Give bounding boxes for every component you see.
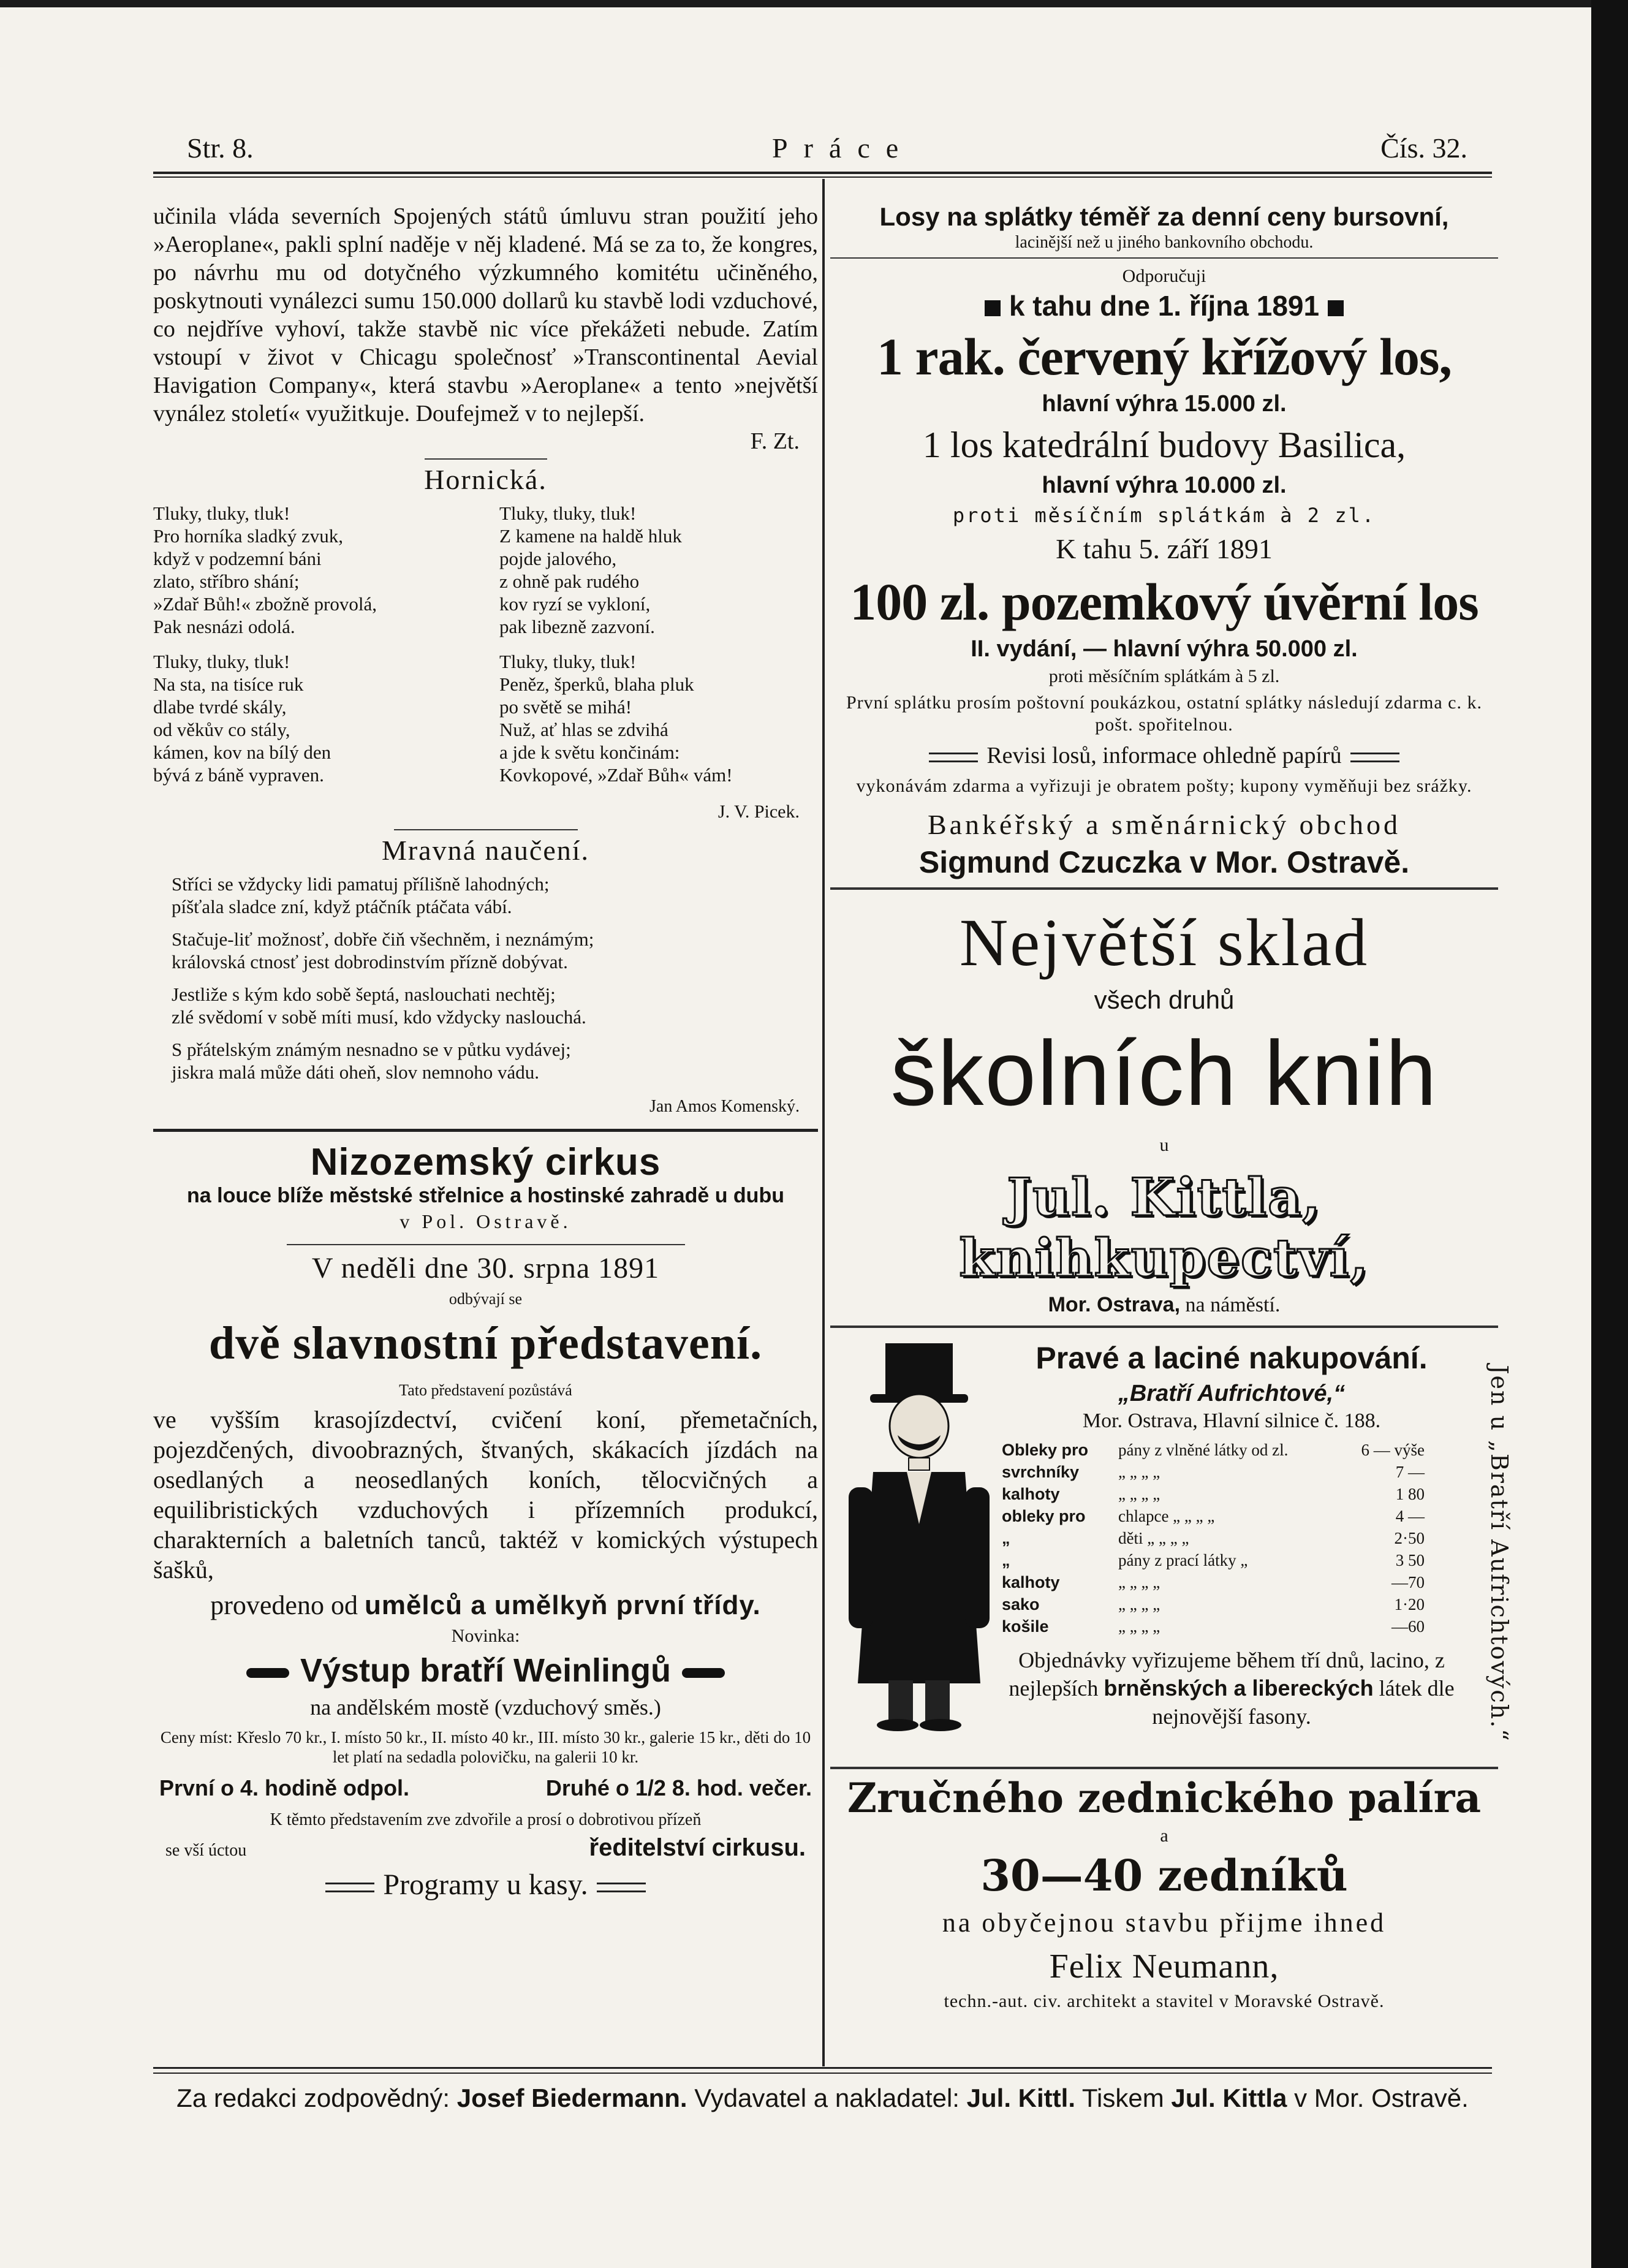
- poem-line: z ohně pak rudého: [499, 571, 640, 592]
- poem-stanza: [153, 502, 472, 638]
- clothing-ad-firm: „Bratří Aufrichtové,“: [1118, 1381, 1346, 1406]
- mason-text: na obyčejnou stavbu přijme ihned: [942, 1908, 1387, 1938]
- clothing-ad-orders: [996, 1646, 1467, 1731]
- printer-name: Jul. Kittla: [1171, 2084, 1287, 2112]
- poem-line: po světě se mihá!: [499, 696, 632, 718]
- issue-number: Čís. 32.: [1380, 132, 1467, 164]
- lottery-title: Losy na splátky téměř za denní ceny bursovní,: [879, 202, 1449, 231]
- price-desc: děti „ „ „ „: [1118, 1529, 1189, 1547]
- maxim-line: Stačuje-liť možnosť, dobře čiň všechněm, i neznámým;: [172, 928, 594, 950]
- poem: [153, 502, 818, 798]
- banker-label: Bankéřský a směnárnický obchod: [927, 809, 1401, 840]
- installments-text: proti měsíčním splátkám à 2 zl.: [952, 504, 1376, 527]
- square-bullet-icon: [1328, 300, 1344, 316]
- price-desc: pány z prací látky „: [1118, 1551, 1248, 1569]
- mason-count: 30—40 zedníků: [980, 1850, 1348, 1901]
- draw-october: [830, 289, 1498, 322]
- price-item: „: [1002, 1551, 1010, 1569]
- poem-line: Nuž, ať hlas se zdvihá: [499, 719, 668, 740]
- gentleman-illustration: [836, 1340, 1002, 1732]
- revise-line: [830, 742, 1498, 769]
- column-divider: [822, 179, 825, 2066]
- ornament-dash: [929, 753, 978, 762]
- clothing-ad-text: [996, 1340, 1467, 1753]
- poem-title: Hornická.: [424, 464, 547, 495]
- store-location: [830, 1293, 1498, 1317]
- mason-employer: Felix Neumann,: [1049, 1948, 1279, 1985]
- price-value: 6 — výše: [1361, 1441, 1425, 1459]
- circus-place: v Pol. Ostravě.: [399, 1210, 572, 1232]
- section-rule: [830, 1326, 1498, 1328]
- section-rule: [830, 887, 1498, 890]
- poem-column-1: [153, 502, 472, 798]
- page-number: Str. 8.: [187, 132, 254, 164]
- programs-note: [153, 1868, 818, 1902]
- regards: se vší úctou: [165, 1841, 247, 1860]
- scan-right-edge: [1591, 0, 1628, 2268]
- price-row: [1002, 1483, 1431, 1505]
- mason-employer-role: techn.-aut. civ. architekt a stavitel v Moravské Ostravě.: [944, 1991, 1385, 2011]
- poem-line: Peněz, šperků, blaha pluk: [499, 673, 694, 695]
- editor-name: Josef Biedermann.: [456, 2084, 687, 2112]
- lot-red-cross-win: hlavní výhra 15.000 zl.: [1042, 391, 1287, 417]
- price-desc: „ „ „ „: [1118, 1485, 1160, 1503]
- price-value: 7 —: [1395, 1463, 1425, 1481]
- banker-name: Sigmund Czuczka v Mor. Ostravě.: [918, 845, 1410, 879]
- poem-signature: J. V. Picek.: [717, 802, 800, 822]
- page-header: [187, 132, 1467, 169]
- article-signature: F. Zt.: [750, 428, 800, 454]
- square-bullet-icon: [985, 300, 1001, 316]
- price-value: 1 80: [1395, 1485, 1425, 1503]
- vertical-slogan: [1482, 1345, 1518, 1768]
- imprint: [153, 2084, 1492, 2113]
- price-value: 1·20: [1394, 1595, 1425, 1614]
- price-item: sako: [1002, 1595, 1040, 1614]
- poem-line: Na sta, na tisíce ruk: [153, 673, 304, 695]
- poem-line: Kovkopové, »Zdař Bůh« vám!: [499, 764, 733, 786]
- ornament-dash: [597, 1883, 646, 1892]
- ornament-dash: [325, 1883, 374, 1892]
- lot-basilica: 1 los katedrální budovy Basilica,: [922, 425, 1406, 465]
- poem-line: dlabe tvrdé skály,: [153, 696, 287, 718]
- price-item: svrchníky: [1002, 1463, 1080, 1481]
- price-row: [1002, 1615, 1431, 1637]
- poem-line: bývá z báně vypraven.: [153, 764, 324, 786]
- poem-stanza: [499, 650, 818, 786]
- store-title: Největší sklad: [959, 905, 1369, 980]
- ornament-dash: [1350, 753, 1399, 762]
- circus-date: V neděli dne 30. srpna 1891: [311, 1252, 660, 1284]
- price-row: [1002, 1527, 1431, 1549]
- masthead-title: Práce: [772, 132, 915, 164]
- maxim: [153, 873, 818, 918]
- circus-held: odbývají se: [449, 1290, 523, 1308]
- mason-and: a: [1160, 1826, 1168, 1846]
- maxim: [153, 1038, 818, 1083]
- programs-text: Programy u kasy.: [383, 1868, 588, 1901]
- store-books: školních knih: [890, 1022, 1438, 1125]
- poem-line: Pro horníka sladký zvuk,: [153, 525, 343, 547]
- maxim: [153, 928, 818, 973]
- pointing-hand-icon: [246, 1668, 289, 1678]
- show-times: [159, 1775, 812, 1801]
- price-list: [1002, 1439, 1431, 1637]
- poem-line: když v podzemní báni: [153, 548, 322, 569]
- payment-note: První splátku prosím poštovní poukázkou, ostatní splátky následují zdarma c. k. pošt. spořitelnou.: [846, 692, 1483, 735]
- price-desc: pány z vlněné látky od zl.: [1118, 1441, 1289, 1459]
- printer-place: v Mor. Ostravě.: [1294, 2084, 1469, 2112]
- price-item: obleky pro: [1002, 1507, 1086, 1525]
- separator: [425, 458, 547, 460]
- novelty-act: [153, 1652, 818, 1690]
- directorate: ředitelství cirkusu.: [589, 1834, 806, 1861]
- maxim-line: Stříci se vždycky lidi pamatuj přílišně lahodných;: [172, 873, 550, 895]
- draw-october-text: k tahu dne 1. října 1891: [1009, 290, 1320, 322]
- lot-land-credit: 100 zl. pozemkový úvěrní los: [850, 572, 1478, 631]
- price-value: 2·50: [1394, 1529, 1425, 1547]
- price-desc: „ „ „ „: [1118, 1595, 1160, 1614]
- lot-basilica-win: hlavní výhra 10.000 zl.: [1042, 472, 1287, 498]
- price-desc: „ „ „ „: [1118, 1573, 1160, 1591]
- clothing-ad-address: Mor. Ostrava, Hlavní silnice č. 188.: [1082, 1409, 1381, 1432]
- mason-title: Zručného zednického palíra: [847, 1774, 1482, 1822]
- lot-red-cross: 1 rak. červený křížový los,: [877, 327, 1452, 386]
- revise-details: vykonávám zdarma a vyřizuji je obratem pošty; kupony vyměňuji bez srážky.: [856, 776, 1472, 796]
- price-desc: „ „ „ „: [1118, 1617, 1160, 1636]
- vertical-slogan-text: Jen u „Bratří Aufrichtových.“: [1486, 1365, 1513, 1742]
- footer-rule-thin: [153, 2073, 1492, 2074]
- price-row: [1002, 1571, 1431, 1593]
- poem-line: zlato, stříbro shání;: [153, 571, 300, 592]
- maxim-line: jiskra malá může dáti oheň, slov nemnoho vádu.: [172, 1061, 540, 1083]
- section-rule: [153, 1129, 818, 1132]
- poem-line: pak libezně zazvoní.: [499, 616, 655, 637]
- poem-line: Tluky, tluky, tluk!: [499, 651, 637, 672]
- poem-line: Z kamene na haldě hluk: [499, 525, 682, 547]
- clothing-ad: [830, 1340, 1498, 1763]
- maxim-line: píšťala sladce zní, když ptáčník ptáčata vábí.: [172, 896, 512, 917]
- footer-rule: [153, 2067, 1492, 2069]
- first-show-time: První o 4. hodině odpol.: [159, 1775, 410, 1800]
- price-item: Obleky pro: [1002, 1441, 1089, 1459]
- poem-line: Tluky, tluky, tluk!: [153, 651, 290, 672]
- poem-line: pojde jalového,: [499, 548, 617, 569]
- printer-label: Tiskem: [1081, 2084, 1164, 2112]
- price-row: [1002, 1549, 1431, 1571]
- ticket-prices: Ceny míst: Křeslo 70 kr., I. místo 50 kr., II. místo 40 kr., III. místo 30 kr., galerie 15 kr., děti do 10 let platí na sedadla polovičku, na galerii 10 kr.: [160, 1728, 811, 1766]
- poem-line: kov ryzí se vykloní,: [499, 593, 651, 615]
- novinka-label: Novinka:: [451, 1626, 520, 1646]
- circus-program: ve vyšším krasojízdectví, cvičení koní, přemetačních, pojezdčených, divoobrazných, štvaných, skákacích jízdách na osedlaných a neosedlaných koních, tělocvičných a equilibristických vzduchových i přízemních produkcí, charakterních a baletních tanců, taktéž v komických výstupech šašků,: [153, 1406, 818, 1583]
- lottery-subtitle: lacinější než u jiného bankovního obchodu.: [1015, 233, 1314, 252]
- revise-text: Revisi losů, informace ohledně papírů: [986, 743, 1342, 768]
- novelty-act-title: Výstup bratří Weinlingů: [300, 1652, 672, 1689]
- separator: [287, 1244, 685, 1245]
- price-value: —60: [1391, 1617, 1425, 1636]
- poem-line: kámen, kov na bílý den: [153, 741, 331, 763]
- separator: [394, 829, 578, 830]
- lot-land-credit-win: II. vydání, — hlavní výhra 50.000 zl.: [971, 636, 1358, 662]
- price-item: kalhoty: [1002, 1573, 1060, 1591]
- circus-performers: [153, 1590, 818, 1621]
- section-rule: [830, 1767, 1498, 1769]
- circus-headline: dvě slavnostní představení.: [208, 1318, 763, 1369]
- circus-title: Nizozemský cirkus: [310, 1141, 661, 1183]
- orders-end: látek dle nejnovější fasony.: [1152, 1676, 1455, 1729]
- novelty-description: na andělském mostě (vzduchový směs.): [310, 1695, 661, 1720]
- store-owner: Jul. Kittla, knihkupectví,: [959, 1167, 1369, 1288]
- pointing-hand-icon: [682, 1668, 725, 1678]
- recommend-label: Odporučuji: [1122, 266, 1206, 286]
- store-subtitle: všech druhů: [1094, 985, 1235, 1014]
- poem-line: Pak nesnázi odolá.: [153, 616, 295, 637]
- price-item: „: [1002, 1529, 1010, 1547]
- poem-line: od věkův co stály,: [153, 719, 290, 740]
- maxim-line: zlé svědomí v sobě míti musí, kdo vždycky naslouchá.: [172, 1006, 586, 1028]
- orders-text: Objednávky vyřizujeme během tří dnů, lacino, z nejlepších: [1009, 1648, 1445, 1701]
- poem-stanza: [153, 650, 472, 786]
- lot-land-credit-installments: proti měsíčním splátkám à 5 zl.: [1048, 666, 1280, 686]
- store-u: u: [1159, 1135, 1169, 1155]
- price-item: kalhoty: [1002, 1485, 1060, 1503]
- maxims-title: Mravná naučení.: [381, 835, 590, 866]
- header-rule: [153, 172, 1492, 174]
- circus-subtitle: na louce blíže městské střelnice a hostinské zahradě u dubu: [187, 1184, 784, 1207]
- maxim-line: královská ctnosť jest dobrodinstvím přízně dobývat.: [172, 951, 568, 973]
- poem-line: Tluky, tluky, tluk!: [499, 503, 637, 524]
- performers-bold: umělců a umělkyň první třídy.: [364, 1590, 761, 1620]
- scan-top-edge: [0, 0, 1628, 7]
- poem-column-2: [499, 502, 818, 798]
- store-city: Mor. Ostrava,: [1048, 1293, 1181, 1316]
- maxim-line: Jestliže s kým kdo sobě šeptá, naslouchati nechtěj;: [172, 984, 556, 1005]
- price-row: [1002, 1439, 1431, 1461]
- editor-label: Za redakci zodpovědný:: [176, 2084, 450, 2112]
- store-square: na náměstí.: [1185, 1294, 1281, 1316]
- performers-prefix: provedeno od: [210, 1590, 358, 1620]
- draw-september: K tahu 5. září 1891: [1056, 533, 1273, 564]
- article-continuation: učinila vláda severních Spojených států úmluvu stran použití jeho »Aeroplane«, pakli splní naděje v něj kladené. Má se za to, že kongres, po návrhu mu od dotyčného výzkumného komitétu učiněného, poskytnouti vynálezci sumu 150.000 dollarů ku stavbě lodi vzduchové, co nejdříve vyhoví, takže stavbě nic více překážeti nebude. Zatím vstoupí v život v Chicagu společnosť »Transcontinental Aevial Havigation Company«, která stavbu »Aeroplane« a tento »největší vynález století« využitkuje. Doufejmež v to nejlepší.: [153, 203, 818, 427]
- maxim: [153, 983, 818, 1028]
- circus-invitation: K těmto představením zve zdvořile a prosí o dobrotivou přízeň: [270, 1810, 702, 1829]
- circus-ad: [153, 1140, 818, 1902]
- maxims-signature: Jan Amos Komenský.: [649, 1097, 800, 1116]
- clothing-ad-title: Pravé a laciné nakupování.: [1035, 1341, 1428, 1375]
- circus-intro: Tato představení pozůstává: [399, 1381, 572, 1399]
- price-desc: „ „ „ „: [1118, 1463, 1160, 1481]
- price-value: 3 50: [1395, 1551, 1425, 1569]
- maxim-line: S přátelským známým nesnadno se v půtku vydávej;: [172, 1039, 571, 1060]
- header-rule-thin: [153, 176, 1492, 178]
- publisher-label: Vydavatel a nakladatel:: [694, 2084, 960, 2112]
- price-value: 4 —: [1395, 1507, 1425, 1525]
- price-value: —70: [1391, 1573, 1425, 1591]
- price-row: [1002, 1505, 1431, 1527]
- publisher-name: Jul. Kittl.: [966, 2084, 1075, 2112]
- poem-line: a jde k světu končinám:: [499, 741, 680, 763]
- circus-signoff: [165, 1834, 806, 1862]
- separator: [830, 257, 1498, 259]
- poem-line: Tluky, tluky, tluk!: [153, 503, 290, 524]
- second-show-time: Druhé o 1/2 8. hod. večer.: [545, 1775, 812, 1800]
- price-desc: chlapce „ „ „ „: [1118, 1507, 1215, 1525]
- price-row: [1002, 1593, 1431, 1615]
- poem-stanza: [499, 502, 818, 638]
- left-column: [153, 202, 818, 1908]
- orders-bold: brněnských a libereckých: [1104, 1675, 1374, 1701]
- price-row: [1002, 1461, 1431, 1483]
- price-item: košile: [1002, 1617, 1049, 1636]
- right-column: [830, 202, 1498, 2014]
- poem-line: »Zdař Bůh!« zbožně provolá,: [153, 593, 377, 615]
